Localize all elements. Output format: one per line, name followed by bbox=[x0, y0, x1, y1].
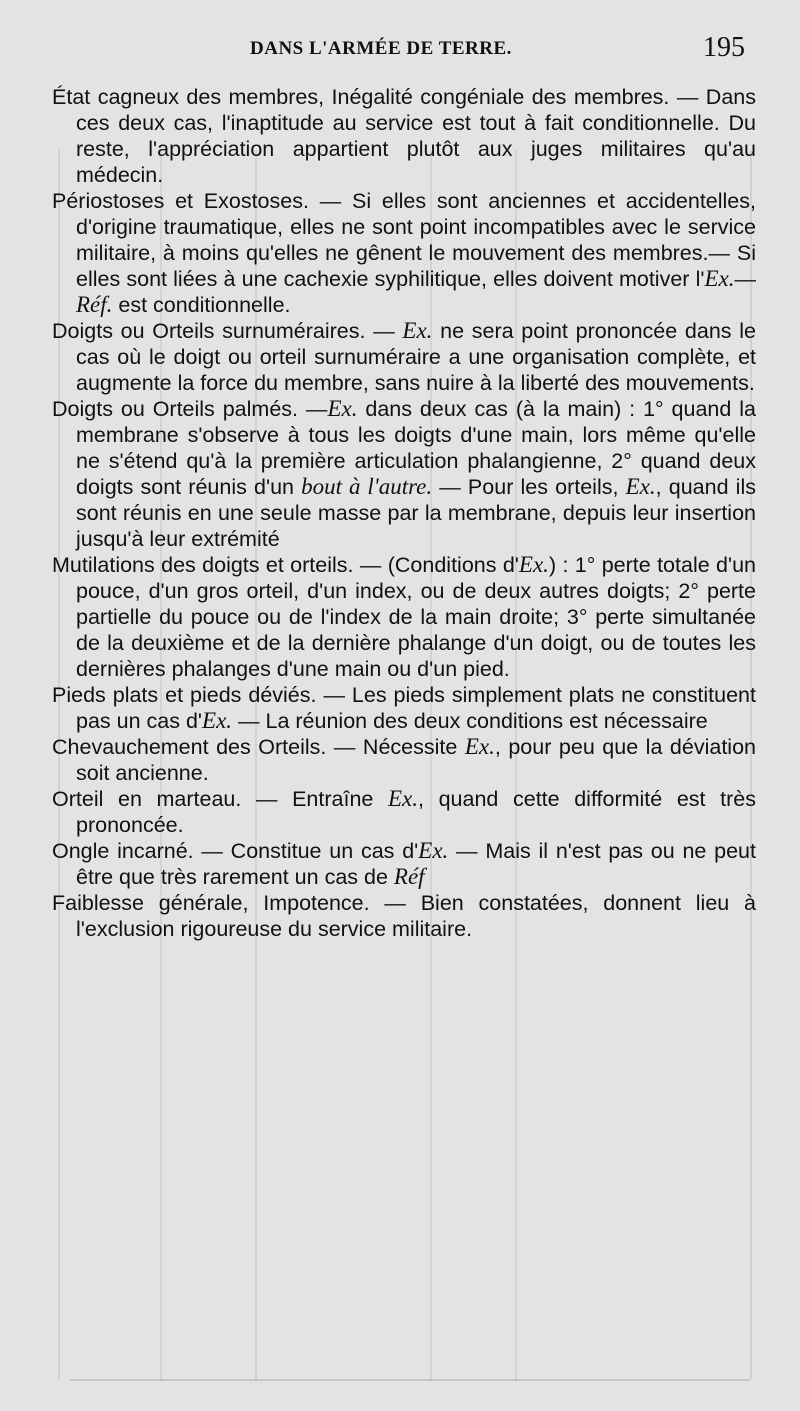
entry-text: — Mais il n'est pas ou ne peut être que très rarement un cas de bbox=[76, 839, 756, 889]
abbrev-ex: Ex. bbox=[402, 318, 433, 343]
entry-term: Orteil en marteau. bbox=[52, 787, 242, 811]
entry-term: État cagneux des membres, Inégalité congéniale des membres. bbox=[52, 85, 670, 109]
running-head: DANS L'ARMÉE DE TERRE. bbox=[250, 38, 512, 59]
entry-term: Ongle incarné. bbox=[52, 839, 194, 863]
abbrev-ref: Réf. bbox=[76, 292, 113, 317]
entry-term: Chevauchement des Orteils. bbox=[52, 735, 327, 759]
entry-text: — La réunion des deux conditions est nécessaire bbox=[232, 709, 708, 733]
entry-term: Doigts ou Orteils surnuméraires. bbox=[52, 319, 366, 343]
abbrev-ex: Ex. bbox=[387, 786, 418, 811]
abbrev-ex: Ex. bbox=[625, 474, 656, 499]
page-header bbox=[0, 32, 800, 78]
entry-text: — Bien constatées, donnent lieu à l'exclusion rigoureuse du service militaire. bbox=[76, 891, 756, 941]
entry-orteil-marteau bbox=[52, 786, 756, 838]
entry-text: — bbox=[298, 397, 328, 421]
entry-faiblesse bbox=[52, 890, 756, 942]
body-text bbox=[52, 84, 756, 942]
entry-term: Pieds plats et pieds déviés. bbox=[52, 683, 317, 707]
entry-term: Mutilations des doigts et orteils. bbox=[52, 553, 354, 577]
entry-mutilations bbox=[52, 552, 756, 682]
entry-text: — bbox=[734, 267, 756, 291]
abbrev-ex: Ex. bbox=[418, 838, 449, 863]
entry-text: — Nécessite bbox=[326, 735, 465, 759]
entry-term: Faiblesse générale, Impotence. bbox=[52, 891, 370, 915]
entry-text: , quand cette difformité est très prononcée. bbox=[76, 787, 756, 837]
entry-doigts-palmes bbox=[52, 396, 756, 552]
entry-text: est conditionnelle. bbox=[112, 293, 291, 317]
abbrev-ex: Ex. bbox=[464, 734, 495, 759]
entry-term: Périostoses et Exostoses. bbox=[52, 189, 309, 213]
entry-text: — Entraîne bbox=[241, 787, 388, 811]
entry-text: — Constitue un cas d' bbox=[193, 839, 419, 863]
abbrev-ex: Ex. bbox=[202, 708, 233, 733]
entry-text: ) : 1° perte totale d'un pouce, d'un gros orteil, d'un index, ou de deux autres doigts; 2° perte partielle du pouce ou de l'index de la main droite; 3° perte simultanée de la deuxième et de la dernière phalange d'un doigt, ou de toutes les dernières phalanges d'une main ou d'un pied. bbox=[76, 553, 757, 681]
entry-periostoses bbox=[52, 188, 756, 318]
entry-text: dans deux cas (à la main) : 1° quand la membrane s'observe à tous les doigts d'une main, lors même qu'elle ne s'étend qu'à la première articulation phalangienne, 2° quand deux doigts sont réunis d'un bbox=[76, 397, 756, 499]
entry-text: — Dans ces deux cas, l'inaptitude au service est tout à fait conditionnelle. Du reste, l'appréciation appartient plutôt aux juges militaires qu'au médecin. bbox=[76, 85, 756, 187]
entry-doigts-surnumeraires bbox=[52, 318, 756, 396]
entry-term: Doigts ou Orteils palmés. bbox=[52, 397, 299, 421]
entry-text: , pour peu que la déviation soit ancienne. bbox=[76, 735, 756, 785]
entry-text: — Pour les orteils, bbox=[432, 475, 626, 499]
entry-chevauchement bbox=[52, 734, 756, 786]
entry-text: — bbox=[365, 319, 403, 343]
show-through-rule bbox=[70, 1379, 750, 1381]
italic-phrase: bout à l'autre. bbox=[301, 474, 433, 499]
entry-text: — (Conditions d' bbox=[353, 553, 519, 577]
entry-text: , quand ils sont réunis en une seule masse par la membrane, depuis leur insertion jusqu'à leur extrémité bbox=[76, 475, 756, 551]
entry-text: — Si elles sont anciennes et accidentelles, d'origine traumatique, elles ne sont point incompatibles avec le service militaire, à moins qu'elles ne gênent le mouvement des membres.— Si elles sont liées à une cachexie syphilitique, elles doivent motiver l' bbox=[76, 189, 756, 291]
entry-text: ne sera point prononcée dans le cas où le doigt ou orteil surnuméraire a une organisation complète, et augmente la force du membre, sans nuire à la liberté des mouvements. bbox=[76, 319, 756, 395]
abbrev-ex: Ex. bbox=[518, 552, 549, 577]
entry-etat-cagneux bbox=[52, 84, 756, 188]
entry-text: — Les pieds simplement plats ne constituent pas un cas d' bbox=[76, 683, 756, 733]
entry-pieds-plats bbox=[52, 682, 756, 734]
abbrev-ex: Ex. bbox=[704, 266, 735, 291]
abbrev-ref: Réf bbox=[393, 864, 425, 889]
abbrev-ex: Ex. bbox=[327, 396, 358, 421]
entry-ongle-incarne bbox=[52, 838, 756, 890]
page-number: 195 bbox=[703, 32, 745, 63]
